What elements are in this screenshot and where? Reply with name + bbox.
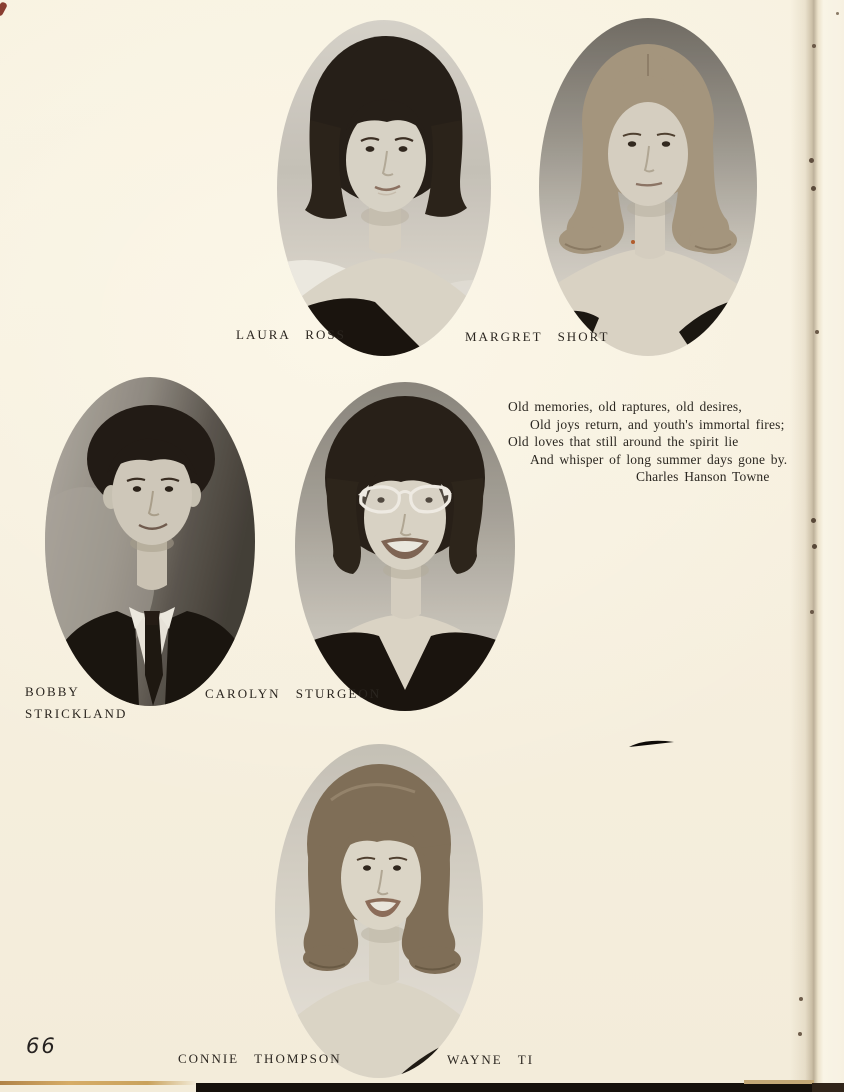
poem-quote <box>508 398 844 486</box>
poem-line: And whisper of long summer days gone by. <box>530 451 788 467</box>
scan-speck <box>815 330 819 334</box>
bottom-brown-edge <box>744 1080 814 1084</box>
portrait-image <box>275 744 483 1078</box>
caption-bobby-line2: STRICKLAND <box>25 706 128 721</box>
scan-speck <box>811 518 816 523</box>
portrait-photo-connie-thompson <box>275 744 483 1078</box>
caption-laura-ross: LAURA ROSS <box>236 327 346 342</box>
portrait-photo-laura-ross <box>277 20 491 356</box>
scan-crescent-mark <box>628 736 676 755</box>
poem-line: Old loves that still around the spirit lie <box>508 434 739 450</box>
poem-line: Old memories, old raptures, old desires, <box>508 399 742 414</box>
scan-mark-top-left <box>0 1 8 17</box>
scan-speck <box>811 186 816 191</box>
portrait-image <box>295 382 515 711</box>
caption-connie-thompson: CONNIE THOMPSON <box>178 1051 342 1066</box>
portrait-image <box>45 377 255 706</box>
portrait-image <box>277 20 491 356</box>
scan-speck <box>812 44 816 48</box>
scan-speck <box>798 1032 802 1036</box>
caption-margret-short: MARGRET SHORT <box>465 329 610 344</box>
page-number: 66 <box>26 1034 57 1058</box>
bottom-brown-corner <box>812 1083 844 1092</box>
caption-carolyn-sturgeon: CAROLYN STURGEON <box>205 686 382 701</box>
scan-speck <box>836 12 839 15</box>
scan-speck <box>810 610 814 614</box>
portrait-photo-margret-short <box>539 18 757 356</box>
scan-speck <box>812 544 817 549</box>
portrait-photo-carolyn-sturgeon <box>295 382 515 711</box>
page-gutter-edge <box>790 0 844 1092</box>
portrait-photo-bobby-strickland <box>45 377 255 706</box>
scan-speck <box>799 997 803 1001</box>
scan-speck <box>809 158 814 163</box>
caption-bobby-line1: BOBBY <box>25 684 80 699</box>
poem-attribution: Charles Hanson Towne <box>636 469 770 485</box>
bottom-black-strip <box>196 1083 844 1092</box>
caption-wayne: WAYNE TI <box>447 1052 535 1067</box>
bottom-gold-line <box>0 1081 197 1085</box>
poem-line: Old joys return, and youth's immortal fires; <box>530 416 785 432</box>
portrait-image <box>539 18 757 356</box>
